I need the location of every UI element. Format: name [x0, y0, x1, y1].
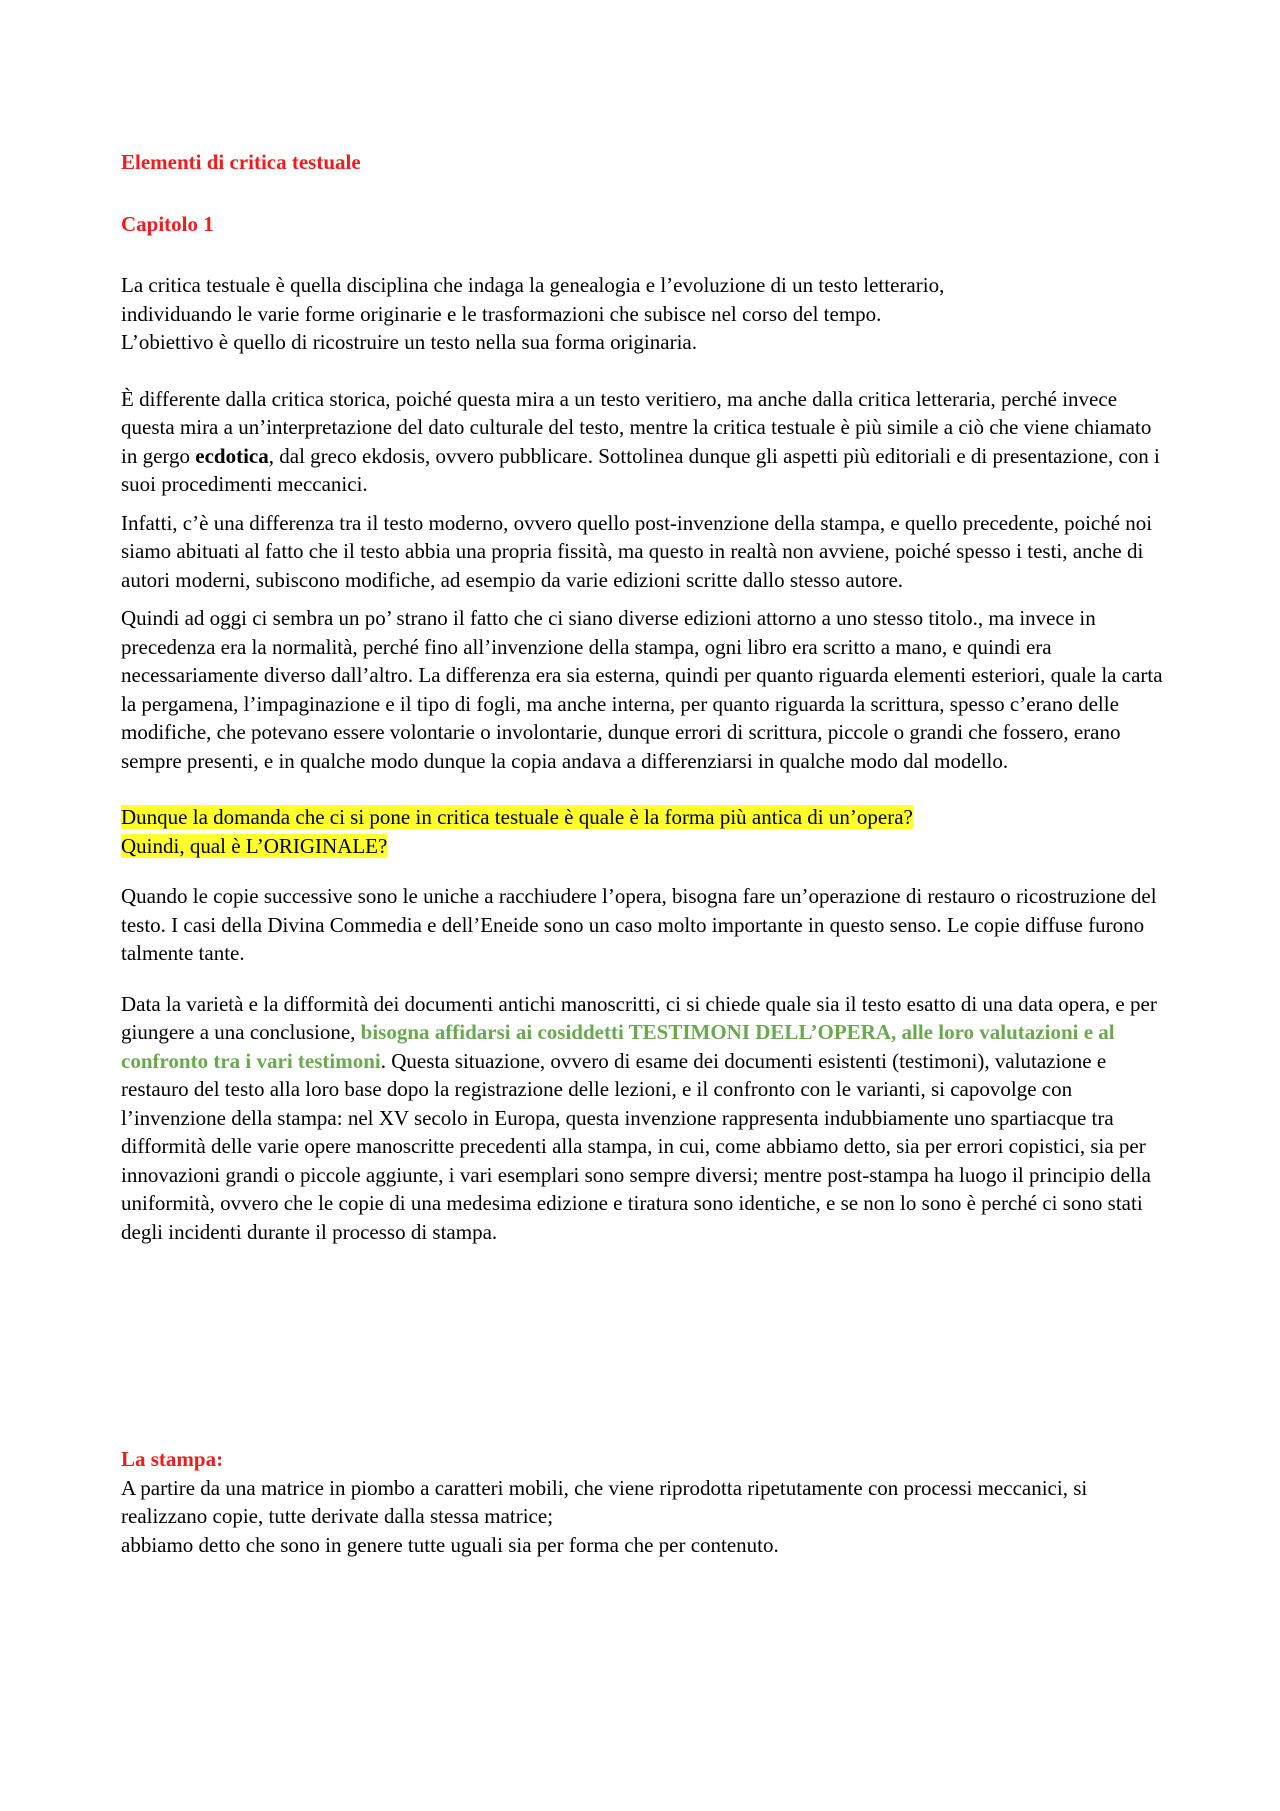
bold-term-ecdotica: ecdotica: [195, 443, 269, 468]
intro-line: individuando le varie forme originarie e le trasformazioni che subisce nel corso del tempo.: [121, 301, 882, 326]
paragraph-testimoni: [121, 990, 1171, 1247]
stampa-paragraph: [121, 1474, 1171, 1560]
stampa-heading: La stampa:: [121, 1447, 224, 1471]
intro-paragraph: [121, 271, 1171, 357]
paragraph-copie: Quando le copie successive sono le uniche a racchiudere l’opera, bisogna fare un’operazione di restauro o ricostruzione del testo. I casi della Divina Commedia e dell’Eneide sono un caso molto importante in questo senso. Le copie diffuse furono talmente tante.: [121, 884, 1157, 965]
stampa-line: A partire da una matrice in piombo a caratteri mobili, che viene riprodotta ripetutamente con processi meccanici, si realizzano copie, tutte derivate dalla stessa matrice;: [121, 1475, 1088, 1528]
paragraph-testo-moderno: Infatti, c’è una differenza tra il testo moderno, ovvero quello post-invenzione della stampa, e quello precedente, poiché noi siamo abituati al fatto che il testo abbia una propria fissità, ma questo in realtà non avviene, poiché spesso i testi, anche di autori moderni, subiscono modifiche, ad esempio da varie edizioni scritte dallo stesso autore.: [121, 510, 1153, 592]
paragraph-edizioni: Quindi ad oggi ci sembra un po’ strano il fatto che ci siano diverse edizioni attorno a uno stesso titolo., ma invece in precedenza era la normalità, perché fino all’invenzione della stampa, ogni libro era scritto a mano, e quindi era necessariamente diverso dall’altro. La differenza era sia esterna, quindi per quanto riguarda elementi esteriori, quale la carta la pergamena, l’impaginazione e il tipo di fogli, ma anche interna, per quanto riguarda la scrittura, spesso c’erano delle modifiche, che potevano essere volontarie o involontarie, dunque errori di scrittura, piccole o grandi che fossero, erano sempre presenti, e in qualche modo dunque la copia andava a differenziarsi in qualche modo dal modello.: [121, 606, 1163, 773]
paragraph-ecdotica: [121, 385, 1171, 499]
paragraph-text: Data la varietà e la difformità dei documenti antichi manoscritti, ci si chiede quale sia il testo esatto di una data opera, e per giungere a una conclusione,: [121, 991, 1157, 1044]
intro-line: La critica testuale è quella disciplina che indaga la genealogia e l’evoluzione di un testo letterario,: [121, 273, 945, 297]
paragraph-text: , dal greco ekdosis, ovvero pubblicare. Sottolinea dunque gli aspetti più editoriali e di presentazione, con i suoi procedimenti meccanici.: [121, 443, 1160, 496]
green-emphasis: bisogna affidarsi ai cosiddetti TESTIMONI DELL’OPERA, alle loro valutazioni e al confronto tra i vari testimoni: [121, 1020, 1115, 1073]
highlight-line: Dunque la domanda che ci si pone in critica testuale è quale è la forma più antica di un’opera?: [121, 805, 913, 829]
highlight-line: Quindi, qual è L’ORIGINALE?: [121, 833, 388, 858]
document-body: [121, 148, 1171, 1559]
stampa-line: abbiamo detto che sono in genere tutte uguali sia per forma che per contenuto.: [121, 1532, 779, 1557]
highlighted-question: [121, 803, 1171, 860]
paragraph-text: . Questa situazione, ovvero di esame dei documenti esistenti (testimoni), valutazione e restauro del testo alla loro base dopo la registrazione delle lezioni, e il confronto con le varianti, si capovolge con l’invenzione della stampa: nel XV secolo in Europa, questa invenzione rappresenta indubbiamente uno spartiacque tra difformità delle varie opere manoscritte precedenti alla stampa, in cui, come abbiamo detto, sia per errori copistici, sia per innovazioni grandi o piccole aggiunte, i vari esemplari sono sempre diversi; mentre post-stampa ha luogo il principio della uniformità, ovvero che le copie di una medesima edizione e tiratura sono identiche, e se non lo sono è perché ci sono stati degli incidenti durante il processo di stampa.: [121, 1048, 1151, 1244]
document-title: Elementi di critica testuale: [121, 150, 361, 174]
chapter-heading: Capitolo 1: [121, 211, 214, 236]
paragraph-text: È differente dalla critica storica, poiché questa mira a un testo veritiero, ma anche dalla critica letteraria, perché invece questa mira a un’interpretazione del dato culturale del testo, mentre la critica testuale è più simile a ciò che viene chiamato in gergo: [121, 386, 1152, 468]
intro-line: L’obiettivo è quello di ricostruire un testo nella sua forma originaria.: [121, 330, 697, 354]
